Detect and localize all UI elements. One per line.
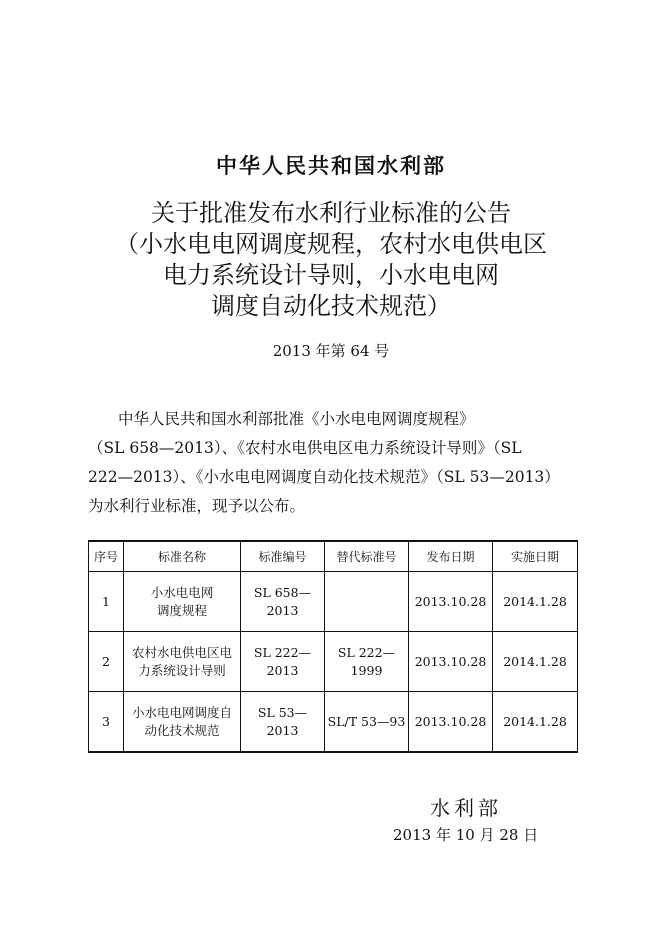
body-line: 为水利行业标准，现予以公布。 — [88, 497, 306, 515]
signer: 水利部 — [430, 796, 502, 820]
cell-published: 2013.10.28 — [409, 692, 493, 753]
header-published: 发布日期 — [409, 541, 493, 572]
table-row — [89, 692, 578, 753]
cell-published: 2013.10.28 — [409, 572, 493, 632]
cell-code: SL 222—2013 — [241, 632, 325, 692]
cell-name — [124, 572, 241, 632]
cell-no: 2 — [89, 632, 124, 692]
header-effective: 实施日期 — [493, 541, 578, 572]
cell-code: SL 53—2013 — [241, 692, 325, 753]
cell-effective: 2014.1.28 — [493, 632, 578, 692]
document-number: 2013 年第 64 号 — [272, 342, 390, 360]
issuing-ministry: 中华人民共和国水利部 — [216, 153, 446, 178]
header-no: 序号 — [89, 541, 124, 572]
cell-name-line: 农村水电供电区电 — [131, 644, 232, 660]
title-line: 调度自动化技术规范） — [211, 292, 451, 320]
header-name: 标准名称 — [124, 541, 241, 572]
table-row — [89, 632, 578, 692]
cell-effective: 2014.1.28 — [493, 692, 578, 753]
title-line: （小水电电网调度规程，农村水电供电区 — [115, 230, 547, 258]
title-line: 关于批准发布水利行业标准的公告 — [151, 199, 511, 227]
table-header-row — [89, 541, 578, 572]
body-line: 222—2013）、《小水电电网调度自动化技术规范》（SL 53—2013） — [88, 468, 560, 486]
cell-replaces — [325, 572, 409, 632]
cell-name-line: 动化技术规范 — [144, 722, 220, 738]
cell-name — [124, 632, 241, 692]
header-replaces: 替代标准号 — [325, 541, 409, 572]
standards-table — [88, 540, 578, 753]
body-line: （SL 658—2013）、《农村水电供电区电力系统设计导则》（SL — [88, 439, 522, 457]
cell-name-line: 力系统设计导则 — [138, 662, 226, 678]
cell-code: SL 658—2013 — [241, 572, 325, 632]
cell-name-line: 小水电电网 — [150, 584, 214, 600]
cell-name — [124, 692, 241, 753]
cell-name-line: 小水电电网调度自 — [131, 704, 232, 720]
signature-date: 2013 年 10 月 28 日 — [393, 826, 539, 844]
cell-replaces: SL/T 53—93 — [325, 692, 409, 753]
title-line: 电力系统设计导则，小水电电网 — [163, 261, 499, 289]
announcement-body — [88, 405, 578, 521]
body-line: 中华人民共和国水利部批准《小水电电网调度规程》 — [118, 410, 475, 428]
cell-replaces: SL 222—1999 — [325, 632, 409, 692]
cell-published: 2013.10.28 — [409, 632, 493, 692]
announcement-title — [0, 198, 662, 322]
cell-effective: 2014.1.28 — [493, 572, 578, 632]
cell-no: 1 — [89, 572, 124, 632]
table-row — [89, 572, 578, 632]
cell-no: 3 — [89, 692, 124, 753]
cell-name-line: 调度规程 — [156, 602, 207, 618]
header-code: 标准编号 — [241, 541, 325, 572]
